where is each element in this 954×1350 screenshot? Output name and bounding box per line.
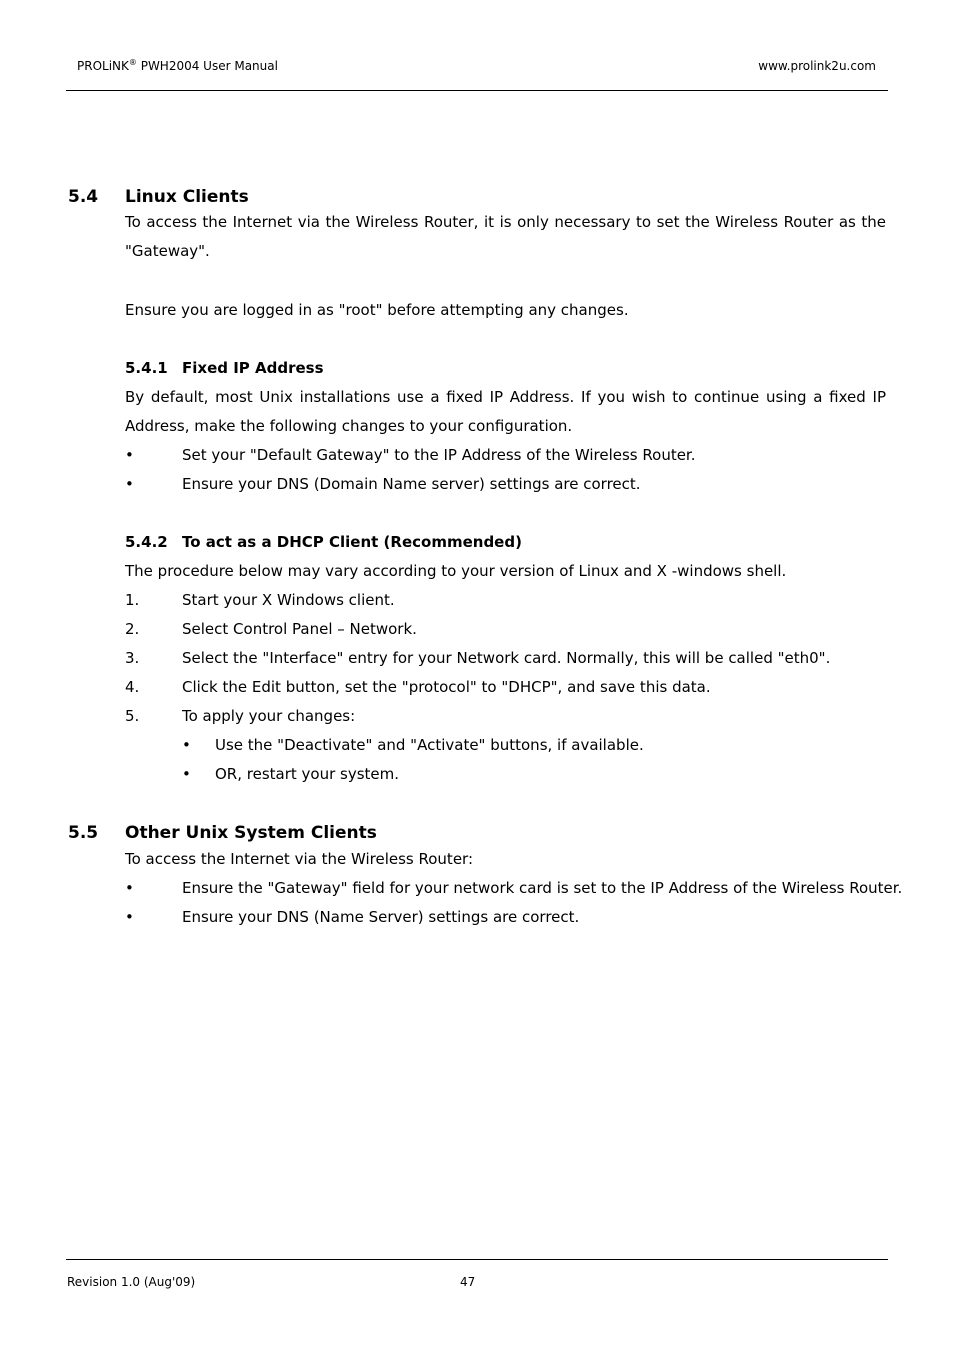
subsection-title: Fixed IP Address: [182, 359, 324, 377]
list-item-text: Ensure your DNS (Domain Name server) settings are correct.: [182, 475, 641, 493]
bullet-marker: •: [182, 765, 191, 783]
bullet-marker: •: [125, 879, 134, 897]
section-intro: To access the Internet via the Wireless Router, it is only necessary to set the Wireless Router as the "Gateway".: [125, 213, 886, 260]
list-item-text: Select the "Interface" entry for your Network card. Normally, this will be called "eth0".: [182, 649, 831, 667]
brand-name: PROLiNK: [77, 59, 129, 73]
subsection-number: 5.4.2: [125, 533, 168, 551]
list-item-text: Start your X Windows client.: [182, 591, 395, 609]
subsection-intro: By default, most Unix installations use a fixed IP Address. If you wish to continue using a fixed IP Address, make the following changes to your configuration.: [125, 388, 886, 435]
list-item-text: Use the "Deactivate" and "Activate" buttons, if available.: [215, 736, 644, 754]
page-number: 47: [460, 1275, 476, 1289]
header-rule: [66, 90, 888, 91]
subsection-number: 5.4.1: [125, 359, 168, 377]
step-number: 1.: [125, 591, 140, 609]
section-number: 5.4: [68, 187, 99, 207]
subsection-intro: The procedure below may vary according to your version of Linux and X -windows shell.: [125, 562, 787, 580]
bullet-marker: •: [182, 736, 191, 754]
list-item-text: To apply your changes:: [182, 707, 356, 725]
manual-name: PWH2004 User Manual: [136, 59, 278, 73]
list-item-text: Click the Edit button, set the "protocol" to "DHCP", and save this data.: [182, 678, 711, 696]
list-item-text: Ensure your DNS (Name Server) settings are correct.: [182, 908, 580, 926]
step-number: 4.: [125, 678, 140, 696]
list-item-text: Set your "Default Gateway" to the IP Address of the Wireless Router.: [182, 446, 696, 464]
root-note: Ensure you are logged in as "root" before attempting any changes.: [125, 301, 629, 319]
section-number: 5.5: [68, 823, 99, 843]
list-item-text: Select Control Panel – Network.: [182, 620, 417, 638]
subsection-title: To act as a DHCP Client (Recommended): [182, 533, 522, 551]
registered-mark: ®: [128, 58, 137, 67]
section-intro: To access the Internet via the Wireless Router:: [125, 850, 474, 868]
footer-revision: Revision 1.0 (Aug'09): [67, 1275, 196, 1289]
step-number: 2.: [125, 620, 140, 638]
step-number: 5.: [125, 707, 140, 725]
bullet-marker: •: [125, 908, 134, 926]
footer-rule: [66, 1259, 888, 1260]
section-title: Other Unix System Clients: [125, 823, 377, 843]
section-title: Linux Clients: [125, 187, 249, 207]
step-number: 3.: [125, 649, 140, 667]
list-item-text: Ensure the "Gateway" field for your network card is set to the IP Address of the Wireless Router.: [182, 879, 903, 897]
bullet-marker: •: [125, 446, 134, 464]
header-url[interactable]: www.prolink2u.com: [758, 59, 876, 73]
list-item-text: OR, restart your system.: [215, 765, 400, 783]
bullet-marker: •: [125, 475, 134, 493]
header-title: [77, 59, 278, 73]
